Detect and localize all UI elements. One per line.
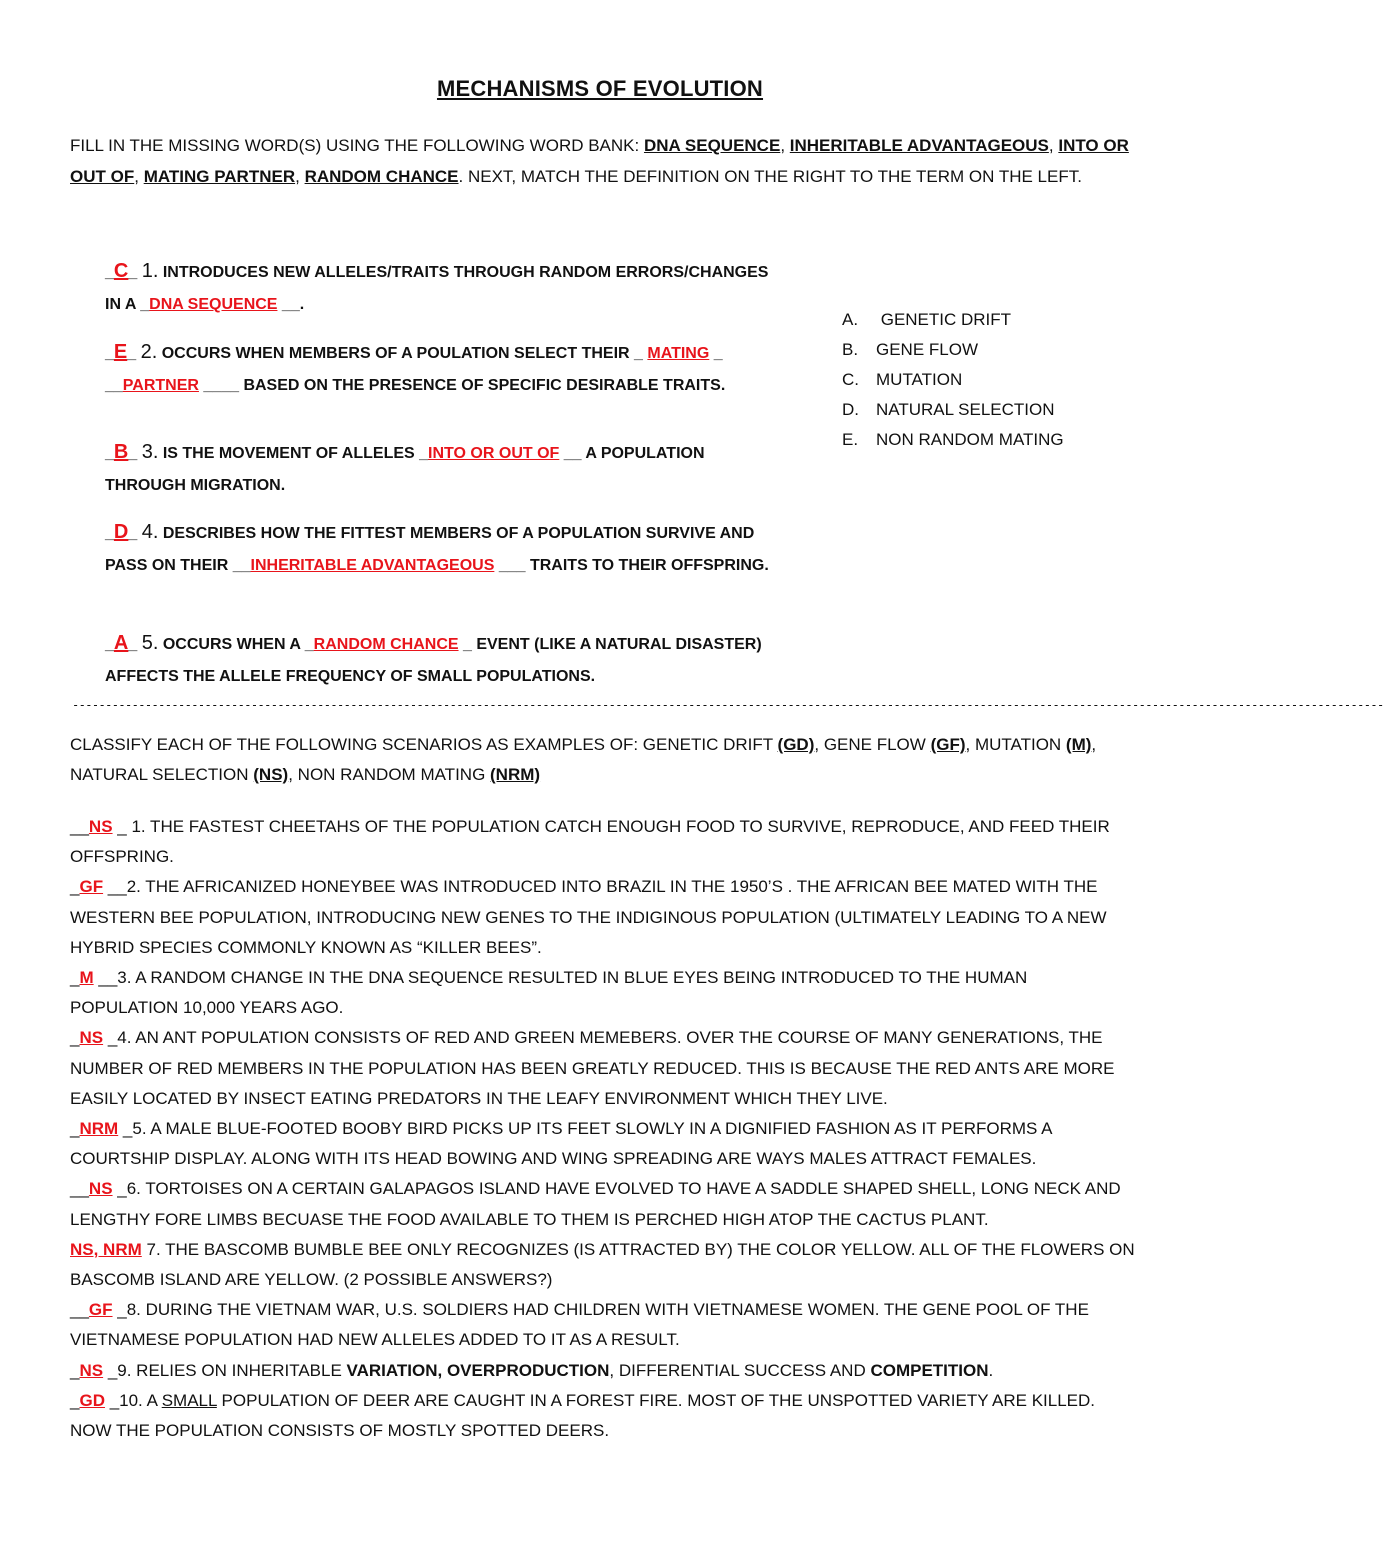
question-text: ____ BASED ON THE PRESENCE OF SPECIFIC DESIRABLE TRAITS. — [198, 377, 726, 394]
question-number: 1. — [141, 260, 159, 282]
separator: , — [134, 167, 139, 186]
instructions-text: CLASSIFY EACH OF THE FOLLOWING SCENARIOS AS EXAMPLES OF: GENETIC DRIFT — [70, 735, 778, 754]
scenario-item — [70, 1386, 1140, 1446]
word-bank-item: DNA SEQUENCE — [643, 136, 781, 155]
code-gd: (GD) — [777, 735, 815, 754]
answer-letter[interactable]: D — [113, 521, 129, 543]
answer-letter[interactable]: E — [113, 341, 128, 363]
question-text: __ A POPULATION THROUGH MIGRATION. — [105, 445, 705, 494]
question-text: DESCRIBES HOW THE FITTEST MEMBERS OF A POPULATION SURVIVE AND PASS ON THEIR __ — [105, 525, 755, 574]
scenario-text: THE BASCOMB BUMBLE BEE ONLY RECOGNIZES (IS ATTRACTED BY) THE COLOR YELLOW. ALL OF THE FLOWERS ON BASCOMB ISLAND ARE YELLOW. (2 POSSIBLE ANSWERS?) — [70, 1239, 1135, 1290]
blank: _ — [105, 264, 114, 281]
option-letter: B. — [842, 340, 859, 359]
scenario-text: A — [142, 1390, 162, 1410]
scenario-emphasis: SMALL — [161, 1390, 217, 1410]
scenario-text: THE FASTEST CHEETAHS OF THE POPULATION CATCH ENOUGH FOOD TO SURVIVE, REPRODUCE, AND FEED THEIR OFFSPRING. — [70, 817, 1110, 867]
scenario-emphasis: COMPETITION — [870, 1360, 989, 1380]
scenario-answer[interactable]: GF — [88, 1300, 113, 1320]
scenario-text: . — [988, 1360, 994, 1380]
option-letter: D. — [842, 400, 859, 419]
classify-instructions — [70, 730, 1140, 790]
blank: __ — [70, 817, 89, 836]
blank: _ — [70, 1390, 80, 1410]
scenario-text: RELIES ON INHERITABLE — [131, 1360, 347, 1380]
option-item — [842, 365, 1142, 395]
blank: _ — [105, 445, 114, 462]
option-label: NATURAL SELECTION — [876, 400, 1055, 419]
blank: _ — [128, 445, 142, 462]
separator: , — [295, 167, 300, 186]
option-label: NON RANDOM MATING — [876, 430, 1064, 449]
scenario-item — [70, 1174, 1140, 1234]
scenario-answer[interactable]: NS — [88, 817, 113, 836]
scenario-item — [70, 1356, 1140, 1386]
blank: _ — [128, 525, 142, 542]
blank: __ — [70, 1179, 89, 1199]
scenario-text: AN ANT POPULATION CONSISTS OF RED AND GREEN MEMEBERS. OVER THE COURSE OF MANY GENERATIONS, THE NUMBER OF RED MEMBERS IN THE POPULATION HAS BEEN GREATLY REDUCED. THIS IS BECAUSE THE RED ANTS ARE MORE EASILY LOCATED BY INSECT EATING PREDATORS IN THE LEAFY ENVIRONMENT WHICH THEY LIVE. — [70, 1028, 1115, 1108]
option-label: GENE FLOW — [876, 340, 979, 359]
scenario-answer[interactable]: GF — [79, 877, 104, 897]
scenario-emphasis: VARIATION, OVERPRODUCTION — [346, 1360, 610, 1380]
scenario-number: _8. — [112, 1300, 141, 1320]
separator: , — [780, 136, 786, 155]
instructions-text: . NEXT, MATCH THE DEFINITION ON THE RIGHT TO THE TERM ON THE LEFT. — [458, 167, 1082, 186]
scenario-text: , DIFFERENTIAL SUCCESS AND — [609, 1360, 871, 1380]
instructions-text: , NON RANDOM MATING — [288, 765, 491, 784]
scenario-number: 7. — [141, 1239, 161, 1259]
question-number: 5. — [141, 632, 159, 654]
question-number: 2. — [140, 341, 158, 363]
scenario-answer[interactable]: GD — [79, 1390, 105, 1410]
question-text: OCCURS WHEN A _ — [158, 636, 314, 653]
option-label: MUTATION — [876, 370, 963, 389]
instructions-text: FILL IN THE MISSING WORD(S) USING THE FOLLOWING WORD BANK: — [70, 136, 644, 155]
scenario-answer[interactable]: NS — [79, 1360, 104, 1380]
instructions — [70, 130, 1130, 192]
answer-letter[interactable]: C — [113, 260, 129, 282]
scenario-number: _6. — [112, 1179, 141, 1199]
blank: _ — [105, 345, 114, 362]
scenario-item — [70, 1023, 1140, 1114]
question-text: OCCURS WHEN MEMBERS OF A POULATION SELECT THEIR _ — [157, 345, 648, 362]
scenario-answer[interactable]: NS — [79, 1028, 104, 1048]
scenario-item — [70, 1235, 1140, 1295]
scenario-number: _ 1. — [112, 817, 146, 836]
scenario-text: TORTOISES ON A CERTAIN GALAPAGOS ISLAND HAVE EVOLVED TO HAVE A SADDLE SHAPED SHELL, LONG NECK AND LENGTHY FORE LIMBS BECUASE THE FOOD AVAILABLE TO THEM IS PERCHED HIGH ATOP THE CACTUS PLANT. — [70, 1179, 1121, 1229]
instructions-text: , GENE FLOW — [814, 735, 931, 754]
scenario-item — [70, 963, 1140, 1023]
scenario-item — [70, 872, 1140, 963]
scenario-text: A RANDOM CHANGE IN THE DNA SEQUENCE RESULTED IN BLUE EYES BEING INTRODUCED TO THE HUMAN POPULATION 10,000 YEARS AGO. — [70, 968, 1028, 1018]
scenario-number: _5. — [118, 1119, 147, 1139]
question-text: INTRODUCES NEW ALLELES/TRAITS THROUGH RANDOM ERRORS/CHANGES IN A _ — [105, 264, 769, 313]
matching-question-4 — [105, 516, 785, 582]
fill-answer[interactable]: DNA SEQUENCE — [149, 296, 278, 313]
matching-question-1 — [105, 255, 785, 321]
scenario-number: __2. — [103, 877, 141, 897]
blank: _ — [128, 636, 142, 653]
fill-answer[interactable]: PARTNER — [122, 377, 199, 394]
instructions-text: , NATURAL SELECTION — [70, 735, 1097, 784]
fill-answer[interactable]: INTO OR OUT OF — [428, 445, 560, 462]
answer-letter[interactable]: B — [113, 441, 129, 463]
option-letter: E. — [842, 430, 859, 449]
option-item — [842, 335, 1142, 365]
code-m: (M) — [1065, 735, 1092, 754]
option-item — [842, 305, 1142, 335]
option-letter: C. — [842, 370, 859, 389]
scenario-item — [70, 812, 1140, 872]
blank: _ — [70, 1028, 80, 1048]
word-bank-item: INHERITABLE ADVANTAGEOUS — [789, 136, 1049, 155]
scenario-number: _4. — [103, 1028, 132, 1048]
blank: _ — [70, 877, 80, 897]
scenario-answer[interactable]: NS, NRM — [70, 1239, 142, 1259]
scenario-text: DURING THE VIETNAM WAR, U.S. SOLDIERS HAD CHILDREN WITH VIETNAMESE WOMEN. THE GENE POOL OF THE VIETNAMESE POPULATION HAD NEW ALLELES ADDED TO IT AS A RESULT. — [70, 1300, 1089, 1350]
matching-question-2 — [105, 336, 785, 402]
section-divider: ------------------------------------------------------------------------------------------------------------------------------------------------------------------------------------------------------ — [72, 698, 1384, 712]
word-bank-item: INTO OR OUT OF — [70, 136, 1129, 186]
blank: _ — [70, 1360, 80, 1380]
blank: _ — [70, 968, 80, 988]
scenario-text: THE AFRICANIZED HONEYBEE WAS INTRODUCED INTO BRAZIL IN THE 1950’S . THE AFRICAN BEE MATED WITH THE WESTERN BEE POPULATION, INTRODUCING NEW GENES TO THE INDIGINOUS POPULATION (ULTIMATELY LEADING TO A NEW HYBRID SPECIES COMMONLY KNOWN AS “KILLER BEES”. — [70, 877, 1107, 957]
scenario-text: POPULATION OF DEER ARE CAUGHT IN A FOREST FIRE. MOST OF THE UNSPOTTED VARIETY ARE KILLED. NOW THE POPULATION CONSISTS OF MOSTLY SPOTTED DEERS. — [70, 1390, 1096, 1441]
scenario-answer[interactable]: M — [79, 968, 94, 988]
separator: , — [1048, 136, 1054, 155]
code-gf: (GF) — [930, 735, 966, 754]
scenario-number: _9. — [103, 1360, 132, 1380]
scenario-item — [70, 1114, 1140, 1174]
matching-question-5 — [105, 627, 785, 693]
question-text: ___ TRAITS TO THEIR OFFSPRING. — [494, 557, 769, 574]
page-title: MECHANISMS OF EVOLUTION — [436, 76, 764, 101]
word-bank-item: RANDOM CHANCE — [304, 167, 459, 186]
blank: _ — [105, 636, 114, 653]
scenario-item — [70, 1295, 1140, 1355]
blank: _ — [127, 345, 141, 362]
scenario-text: A MALE BLUE-FOOTED BOOBY BIRD PICKS UP ITS FEET SLOWLY IN A DIGNIFIED FASHION AS IT PERFORMS A COURTSHIP DISPLAY. ALONG WITH ITS HEAD BOWING AND WING SPREADING ARE WAYS MALES ATTRACT FEMALES. — [70, 1119, 1052, 1169]
code-nrm: (NRM) — [490, 765, 541, 784]
word-bank-item: MATING PARTNER — [143, 167, 296, 186]
blank: _ — [128, 264, 142, 281]
scenario-answer[interactable]: NS — [88, 1179, 113, 1199]
fill-answer[interactable]: INHERITABLE ADVANTAGEOUS — [250, 557, 495, 574]
question-text: IS THE MOVEMENT OF ALLELES _ — [158, 445, 429, 462]
instructions-text: , MUTATION — [965, 735, 1066, 754]
question-text: _ EVENT (LIKE A NATURAL DISASTER) AFFECTS THE ALLELE FREQUENCY OF SMALL POPULATIONS. — [105, 636, 762, 685]
question-text: _ __ — [105, 345, 723, 394]
fill-answer[interactable]: RANDOM CHANCE — [313, 636, 459, 653]
option-label: GENETIC DRIFT — [876, 310, 1012, 329]
blank: __ — [70, 1300, 89, 1320]
fill-answer[interactable]: MATING — [647, 345, 710, 362]
matching-question-3 — [105, 436, 785, 502]
scenario-list — [70, 812, 1140, 1446]
question-number: 3. — [141, 441, 159, 463]
question-number: 4. — [141, 521, 159, 543]
option-list — [842, 305, 1142, 455]
option-item — [842, 425, 1142, 455]
blank: _ — [70, 1119, 80, 1139]
question-text: __. — [277, 296, 305, 313]
scenario-number: __3. — [93, 968, 132, 988]
option-letter: A. — [842, 310, 859, 329]
scenario-answer[interactable]: NRM — [79, 1119, 119, 1139]
scenario-number: _10. — [104, 1390, 143, 1410]
answer-letter[interactable]: A — [113, 632, 129, 654]
blank: _ — [105, 525, 114, 542]
option-item — [842, 395, 1142, 425]
code-ns: (NS) — [253, 765, 289, 784]
